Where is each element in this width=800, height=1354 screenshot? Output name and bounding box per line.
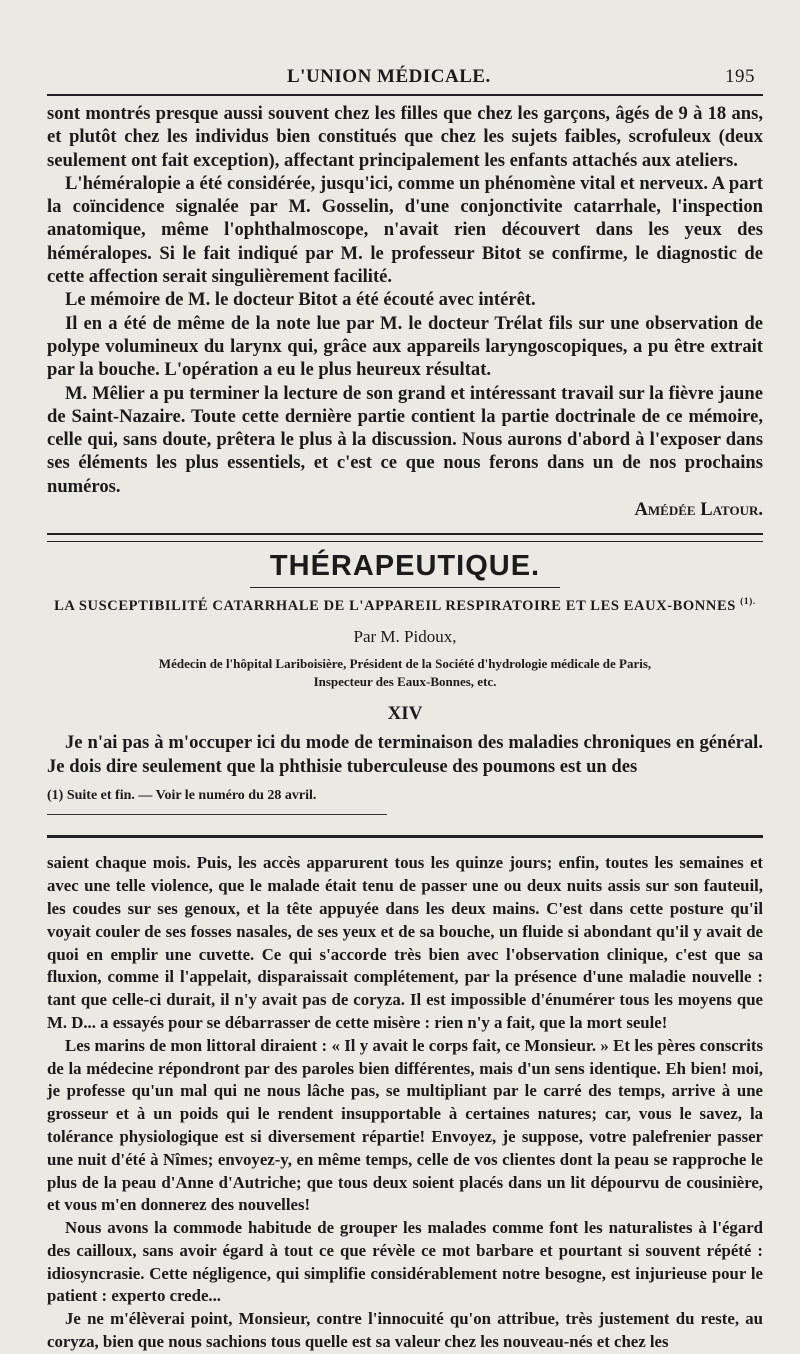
paragraph: M. Mêlier a pu terminer la lecture de son grand et intéressant travail sur la fièvre jaune de Saint-Nazaire. Toute cette dernière partie contient la partie doctrinale de ce mémoire, celle qui, sans doute, prêtera le plus à la discussion. Nous aurons d'abord à l'exposer dans ses éléments les plus essentiels, et c'est ce que nous ferons dans un de nos prochains numéros.	[47, 382, 763, 497]
paragraph: Le mémoire de M. le docteur Bitot a été écouté avec intérêt.	[65, 289, 536, 311]
paragraph: Il en a été de même de la note lue par M. le docteur Trélat fils sur une observation de polype volumineux du larynx qui, grâce aux appareils laryngoscopiques, a pu être extrait par la bouche. L'opération a eu le plus heureux résultat.	[47, 312, 763, 381]
article-intro: Je n'ai pas à m'occuper ici du mode de terminaison des maladies chroniques en général. Je dois dire seulement que la phthisie tuberculeuse des poumons est un des	[47, 732, 763, 777]
paragraph: sont montrés presque aussi souvent chez les filles que chez les garçons, âgés de 9 à 18 ans, et plutôt chez les individus bien constitués que chez les sujets faibles, scrofuleux (deux seulement ont fait exception), affectant principalement les enfants attachés aux ateliers.	[47, 103, 763, 171]
author-affiliation: Inspecteur des Eaux-Bonnes, etc.	[313, 674, 497, 690]
article-title-text: LA SUSCEPTIBILITÉ CATARRHALE DE L'APPAREIL RESPIRATOIRE ET LES EAUX-BONNES	[54, 598, 736, 615]
section-title: THÉRAPEUTIQUE.	[269, 550, 541, 583]
paragraph: Nous avons la commode habitude de grouper les malades comme font les naturalistes à l'égard des cailloux, sans avoir égard à tout ce que révèle ce mot barbare et pourtant si souvent répété : idiosyncrasie. Cette négligence, qui simplifie considérablement notre besogne, est injurieuse pour le patient : experto crede...	[47, 1218, 763, 1306]
footnote-rule	[47, 814, 387, 815]
paragraph: Les marins de mon littoral diraient : « Il y avait le corps fait, ce Monsieur. » Et les pères conscrits de la médecine répondront par des paroles bien différentes, mais d'un sens identique. Eh bien! moi, je professe qu'un mal qui ne nous lâche pas, se multipliant par le carré des temps, arrive à une grosseur et à un poids qui le rendent insupportable à certaines natures; car, vous le savez, la tolérance physiologique est si diversement répartie! Envoyez, je suppose, votre palefrenier passer une nuit d'été à Nîmes; envoyez-y, en même temps, celle de vos clientes dont la peau se rapproche le plus de la peau d'Anne d'Autriche; que tous deux soient placés dans un lit dépourvu de cousinière, et vous m'en donnerez des nouvelles!	[47, 1035, 763, 1215]
paragraph: saient chaque mois. Puis, les accès apparurent tous les quinze jours; enfin, toutes les semaines et avec une telle violence, que le malade était tenu de passer une ou deux nuits assis sur son fauteuil, les coudes sur ses genoux, et la tête appuyée dans les deux mains. C'est dans cette posture qu'il voyait couler de ses fosses nasales, de ses yeux et de sa bouche, un fluide si abondant qu'il y avait de quoi en emplir une cuvette. Ce qui s'accorde très bien avec l'observation clinique, c'est que sa fluxion, comme il l'appelait, disparaissait complétement, par la présence d'une maladie nouvelle : tant que celle-ci durait, il n'y avait pas de coryza. Il est impossible d'énumérer tous les moyens que M. D... a essayés pour se débarrasser de cette misère : rien n'y a fait, que la mort seule!	[47, 853, 763, 1032]
chapter-number: XIV	[387, 703, 423, 725]
paragraph: L'héméralopie a été considérée, jusqu'ici, comme un phénomène vital et nerveux. A part la coïncidence signalée par M. Gosselin, d'une conjonctivite catarrhale, l'inspection anatomique, même l'ophthalmoscope, n'avait rien découvert dans les yeux des héméralopes. Si le fait indiqué par M. le professeur Bitot se confirme, le diagnostic de cette affection serait singulièrement facilité.	[47, 172, 763, 288]
author-affiliation: Médecin de l'hôpital Lariboisière, Président de la Société d'hydrologie médicale de Paris,	[158, 656, 652, 672]
article-byline: Par M. Pidoux,	[353, 627, 457, 647]
header-rule	[47, 94, 763, 96]
footnote: (1) Suite et fin. — Voir le numéro du 28 avril.	[47, 788, 317, 804]
fold-divider	[47, 835, 763, 838]
continuation-article	[47, 852, 763, 1354]
page-number: 195	[725, 66, 755, 87]
author-signature: Amédée Latour.	[634, 499, 763, 521]
section-divider	[47, 533, 763, 542]
page-header	[47, 60, 763, 90]
section-title-rule	[250, 587, 560, 588]
top-article	[47, 102, 763, 521]
paragraph: Je ne m'élèverai point, Monsieur, contre l'innocuité qu'on attribue, très justement du reste, au coryza, bien que nous sachions tous quelle est sa valeur chez les nouveau-nés et chez les	[47, 1309, 763, 1352]
running-title: L'UNION MÉDICALE.	[287, 66, 491, 87]
article-title	[47, 598, 763, 615]
footnote-ref: (1).	[740, 597, 756, 608]
